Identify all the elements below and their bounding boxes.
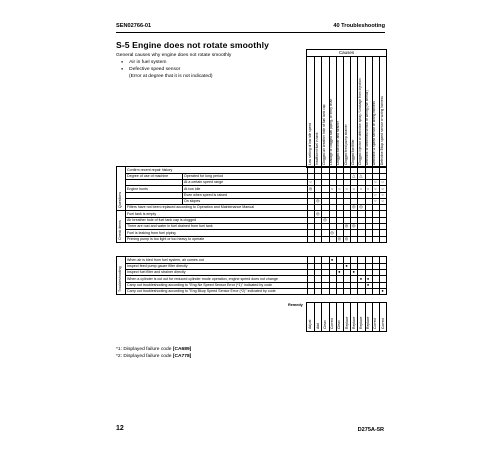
cause-mark: ○ (359, 185, 363, 191)
cause-mark (351, 217, 358, 223)
cause-mark (336, 257, 343, 263)
cause-mark (315, 173, 322, 179)
cause-mark: ◎ (344, 235, 349, 241)
cause-mark (358, 211, 365, 217)
cause-mark (351, 179, 358, 185)
cause-mark: ○ (381, 179, 384, 185)
cause-mark: ● (381, 288, 384, 293)
cause-mark (372, 236, 379, 242)
row-label: Filters have not been replaced according to Operation and Maintenance Manual (127, 205, 255, 210)
cause-mark (351, 263, 358, 269)
cause-mark (379, 276, 386, 282)
cause-column (357, 57, 363, 165)
cause-mark (329, 192, 336, 198)
cause-mark (372, 257, 379, 263)
failure-code-notes (116, 347, 191, 360)
cause-mark: ◎ (316, 211, 320, 216)
note-1-code: [CA689] (172, 347, 192, 352)
row-label: Priming pump is too light or too heavy to operate (127, 236, 205, 241)
cell-divider (182, 198, 183, 204)
cause-mark (379, 230, 386, 236)
cause-mark (365, 211, 372, 217)
cause-mark (379, 257, 386, 263)
cause-mark: ○ (345, 185, 348, 191)
cause-mark: ● (338, 269, 341, 275)
cause-label: Insufficient fuel in tank (314, 132, 319, 165)
cause-column (321, 57, 327, 165)
cause-mark (322, 211, 329, 217)
cause-mark (329, 179, 336, 185)
cause-mark (365, 179, 372, 185)
cause-mark (351, 282, 358, 288)
cause-column (307, 57, 313, 165)
intro-lead: General causes why engine does not rotate smoothly (116, 53, 232, 58)
cause-mark (307, 192, 314, 198)
cause-mark (343, 167, 350, 173)
cause-mark: ○ (381, 191, 384, 197)
cause-mark (336, 288, 343, 294)
cause-mark: ○ (330, 185, 334, 191)
remedy-cell (379, 303, 387, 331)
cause-mark (336, 230, 343, 236)
row-label: Confirm recent repair history (127, 168, 173, 172)
intro-text (116, 53, 231, 80)
cause-mark (372, 276, 379, 282)
causes-header-box (306, 49, 387, 168)
cause-mark (315, 167, 322, 173)
cause-mark (351, 198, 358, 204)
section-label: Troubleshooting (117, 257, 126, 294)
cause-mark: ◎ (323, 217, 327, 223)
cause-mark (379, 263, 386, 269)
cause-mark (315, 217, 322, 223)
cause-mark (329, 223, 336, 229)
cause-mark (365, 230, 372, 236)
cause-column (350, 57, 356, 165)
cause-mark (351, 257, 358, 263)
remedy-text: Add (315, 322, 320, 329)
row-label: Carry out troubleshooting according to "Eng Ne Speed Sensor Error (*1)" indicated by code (127, 282, 272, 287)
cause-mark: ◎ (308, 185, 313, 191)
remedy-row (306, 302, 387, 332)
cause-mark (343, 198, 350, 204)
section-label: Check items (117, 211, 126, 242)
remedy-text: Replace (351, 316, 356, 329)
cause-mark (351, 192, 358, 198)
cause-mark (336, 192, 343, 198)
cause-mark (315, 223, 322, 229)
cause-mark: ● (366, 281, 370, 287)
cell-divider (182, 186, 183, 192)
cause-mark (307, 276, 314, 282)
cause-mark (307, 288, 314, 294)
remedy-label: Remedy (288, 303, 303, 307)
cause-mark (358, 179, 365, 185)
row-label: Engine hunts (127, 186, 148, 191)
row-label: There are rust and water in fuel drained from fuel tank (127, 224, 213, 229)
cause-mark: △ (352, 173, 356, 179)
row-label: Inspect feed pump gauze filter directly (127, 264, 188, 269)
cause-mark (343, 211, 350, 217)
cause-mark (315, 230, 322, 236)
cause-mark (322, 288, 329, 294)
cause-mark (315, 257, 322, 263)
doc-id: SEN02766-01 (116, 23, 152, 29)
cause-mark (343, 269, 350, 275)
cause-mark (336, 263, 343, 269)
cause-mark (365, 263, 372, 269)
cause-mark (372, 263, 379, 269)
questions-section (116, 166, 387, 211)
cause-mark (315, 236, 322, 242)
cause-mark (322, 269, 329, 275)
cause-column (372, 57, 378, 165)
cause-label: Leakage or clogged fuel piping, or entry of air (329, 98, 334, 165)
cause-mark (343, 276, 350, 282)
cause-mark (322, 173, 329, 179)
cause-mark (322, 282, 329, 288)
row-sublabel: At low idle (184, 186, 201, 191)
cause-mark (343, 288, 350, 294)
cause-label: Clogged fuel filter and strainer (336, 121, 341, 165)
cause-mark (358, 257, 365, 263)
cause-mark (365, 198, 372, 204)
cause-column (314, 57, 320, 165)
cause-mark: ◎ (352, 223, 356, 229)
row-label: Fuel tank is empty (127, 212, 157, 216)
cause-mark (379, 236, 386, 242)
cause-mark (365, 173, 372, 179)
cause-column (329, 57, 335, 165)
row-sublabel: Even when speed is raised (184, 192, 227, 197)
cause-mark (358, 288, 365, 294)
page-title: S-5 Engine does not rotate smoothly (116, 40, 269, 50)
remedy-text: Clean (337, 320, 342, 329)
cause-mark (315, 263, 322, 269)
cause-mark: ● (352, 269, 355, 275)
cause-mark: ● (330, 257, 334, 262)
row-label: Fuel is leaking from fuel piping (127, 230, 176, 235)
cause-mark: ○ (309, 179, 312, 185)
cause-mark (365, 192, 372, 198)
section-title: 40 Troubleshooting (333, 23, 385, 29)
note-2-code: [CA778] (172, 353, 192, 359)
note-2: *2: Displayed failure code [CA778] (116, 353, 192, 359)
cause-mark (322, 223, 329, 229)
cause-mark (379, 282, 386, 288)
cause-mark (372, 173, 379, 179)
cause-mark (379, 173, 386, 179)
cause-mark (358, 198, 365, 204)
cause-label: Clogged injector or defective spray / Leakage from injection (357, 78, 362, 165)
cause-mark (351, 236, 358, 242)
cause-mark (372, 167, 379, 173)
cause-mark: ◎ (344, 223, 349, 229)
cause-mark (336, 167, 343, 173)
cause-mark (329, 217, 336, 223)
cause-mark (372, 217, 379, 223)
cause-mark (379, 167, 386, 173)
cause-mark: ◎ (316, 198, 320, 203)
cause-column (336, 57, 342, 165)
row-label: Air breather hole of fuel tank cap is clogged (127, 218, 197, 223)
remedy-text: Correct (330, 317, 335, 329)
intro-bullet: ● Defective speed sensor (116, 66, 231, 73)
cause-mark (315, 179, 322, 185)
cause-mark (372, 269, 379, 275)
cause-mark: ○ (381, 198, 384, 203)
cause-mark (322, 192, 329, 198)
cause-mark (315, 276, 322, 282)
cause-mark (379, 217, 386, 223)
table-row (125, 236, 386, 242)
cause-label: Clogged fuel filter (350, 139, 355, 165)
remedy-text: Replace (358, 316, 363, 329)
cause-mark (372, 223, 379, 229)
cause-mark (322, 276, 329, 282)
cause-mark (315, 192, 322, 198)
row-label: Degree of use of machine (127, 174, 169, 179)
cause-mark (307, 198, 314, 204)
cause-mark: ◎ (337, 235, 342, 241)
row-label: Inspect fuel filter and strainer directly (127, 270, 186, 275)
cause-mark (307, 257, 314, 263)
cause-mark (379, 211, 386, 217)
remedy-text: Replace (344, 316, 349, 329)
cause-mark (329, 263, 336, 269)
causes-heading: Causes (307, 50, 386, 57)
cause-mark (336, 282, 343, 288)
cause-mark (358, 223, 365, 229)
cause-mark (358, 192, 365, 198)
cause-mark (343, 230, 350, 236)
page-header (116, 23, 385, 33)
cause-mark (322, 179, 329, 185)
cause-mark (365, 257, 372, 263)
cause-mark (379, 223, 386, 229)
cause-mark (307, 167, 314, 173)
cause-mark (365, 167, 372, 173)
cause-mark (343, 257, 350, 263)
cause-mark (329, 276, 336, 282)
cause-mark (372, 282, 379, 288)
cause-mark (336, 179, 343, 185)
row-sublabel: Operated for long period (184, 174, 223, 179)
cause-mark (307, 263, 314, 269)
cause-mark (329, 211, 336, 217)
cause-mark: ◎ (359, 204, 363, 210)
cause-mark (351, 288, 358, 294)
cell-divider (182, 173, 183, 179)
row-label: When air is bled from fuel system, air comes out (127, 258, 204, 262)
cause-label: Low setting of low idle speed (307, 122, 312, 165)
cause-mark (329, 236, 336, 242)
cause-mark (336, 211, 343, 217)
cause-mark (358, 282, 365, 288)
cause-mark: △ (359, 173, 363, 179)
cause-mark: ○ (374, 198, 377, 203)
row-sublabel: At a certain speed range (184, 180, 224, 185)
cause-mark (329, 173, 336, 179)
cause-mark (343, 173, 350, 179)
table-row (125, 288, 386, 294)
cause-mark (351, 211, 358, 217)
cause-mark (307, 230, 314, 236)
cause-mark: ◎ (330, 229, 334, 235)
row-sublabel: On slopes (184, 199, 201, 203)
section-label: Questions (117, 167, 126, 210)
cause-mark (365, 288, 372, 294)
cause-mark (329, 167, 336, 173)
intro-bullet: ● Air in fuel system (116, 59, 231, 66)
cause-mark (336, 223, 343, 229)
cause-mark (358, 263, 365, 269)
cause-mark (358, 236, 365, 242)
cause-mark (307, 236, 314, 242)
cause-mark (315, 288, 322, 294)
cause-mark (322, 230, 329, 236)
cause-mark: ● (359, 275, 363, 281)
cause-mark (343, 282, 350, 288)
cause-mark (322, 167, 329, 173)
cause-label: Defective or deformed sensor or wiring (Ne sensor) (365, 90, 370, 165)
cause-mark: ○ (374, 185, 377, 191)
cause-label: Defective G speed sensor or wiring harness (372, 101, 377, 165)
cause-mark (307, 282, 314, 288)
cause-mark (329, 288, 336, 294)
cause-mark (365, 223, 372, 229)
cause-mark (351, 230, 358, 236)
cell-divider (182, 192, 183, 198)
cause-mark (343, 179, 350, 185)
cause-mark (307, 211, 314, 217)
check-items-section (116, 210, 387, 243)
cause-mark (343, 192, 350, 198)
cause-mark (315, 269, 322, 275)
cause-mark: ○ (366, 185, 370, 191)
cause-mark (315, 282, 322, 288)
cause-mark (329, 269, 336, 275)
cause-mark (343, 217, 350, 223)
cause-mark: ◎ (352, 204, 356, 210)
cause-mark (372, 211, 379, 217)
cause-mark (336, 198, 343, 204)
cause-mark: ○ (374, 179, 377, 185)
cause-mark (358, 167, 365, 173)
cause-mark (365, 217, 372, 223)
cause-mark (322, 198, 329, 204)
remedy-text: Correct (373, 317, 378, 329)
cause-column (379, 57, 385, 165)
cause-mark (329, 198, 336, 204)
cause-mark (336, 173, 343, 179)
intro-sub: (Error at degree that it is not indicated) (129, 73, 213, 79)
cause-mark (365, 269, 372, 275)
row-label: Carry out troubleshooting according to "Eng Bkup Speed Sensor Error (*2)" indicated by code (127, 289, 276, 293)
cause-mark (322, 186, 329, 192)
cause-mark (351, 276, 358, 282)
remedy-text: Adjust (307, 319, 312, 329)
cause-mark (372, 288, 379, 294)
cause-mark: ● (345, 263, 348, 269)
cause-label: Clogged air breather hole of fuel tank cap (321, 104, 326, 165)
cause-column (343, 57, 349, 165)
cause-mark (322, 236, 329, 242)
cause-mark: ● (366, 275, 370, 281)
remedy-text: Clean (322, 320, 327, 329)
cause-mark: ○ (352, 185, 355, 191)
cause-mark (307, 269, 314, 275)
cause-mark (351, 167, 358, 173)
cause-mark (358, 269, 365, 275)
row-label: When a cylinder is cut out for reduced cylinder mode operation, engine speed does not change (127, 276, 278, 281)
cause-mark (379, 269, 386, 275)
cause-column (365, 57, 371, 165)
cause-mark (329, 282, 336, 288)
page-number: 12 (116, 425, 124, 432)
cause-mark: ○ (374, 191, 377, 197)
cause-mark (372, 230, 379, 236)
remedy-text: Correct (380, 317, 385, 329)
cause-mark (315, 186, 322, 192)
troubleshooting-section (116, 256, 387, 295)
cause-mark (307, 217, 314, 223)
cause-mark (322, 263, 329, 269)
cause-mark (365, 236, 372, 242)
cell-divider (182, 179, 183, 185)
cause-mark (336, 276, 343, 282)
cause-mark (322, 257, 329, 263)
cause-mark (336, 217, 343, 223)
remedy-text: Replace (366, 316, 371, 329)
cause-mark (358, 217, 365, 223)
cause-mark (307, 223, 314, 229)
cause-mark (307, 173, 314, 179)
cause-mark (358, 230, 365, 236)
cause-label: Clogged feed pump strainer (343, 124, 348, 165)
remedy-cell (307, 303, 314, 331)
cause-mark: ○ (381, 185, 384, 191)
note-1: *1: Displayed failure code [CA689] (116, 347, 192, 352)
model-number: D275A-5R (357, 427, 384, 433)
cause-mark: ○ (338, 185, 341, 191)
cause-label: Defective Bkup speed sensor or wiring harness (379, 96, 384, 165)
